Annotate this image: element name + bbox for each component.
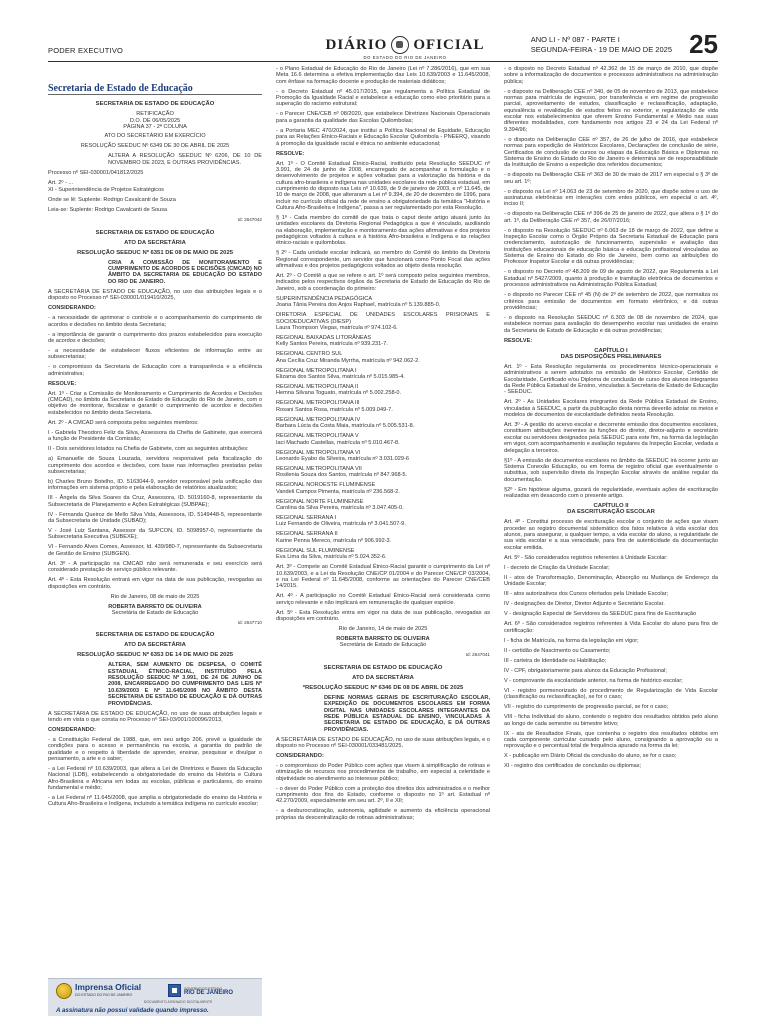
signature-date: Rio de Janeiro, 14 de maio de 2025: [338, 626, 428, 632]
paragraph: VII - registro do cumprimento de progressão parcial, se for o caso;: [504, 704, 669, 711]
paragraph: Art. 2º - A CMCAD será composta pelos seguintes membros:: [48, 419, 199, 426]
paragraph: b) Charles Bruno Botelho, ID. 5163044-9, servidor responsável pela unificação das informações em sistema próprio e pela elaboração de relatórios atualizados;: [48, 478, 262, 492]
org-heading: SECRETARIA DE ESTADO DE EDUCAÇÃO: [323, 664, 443, 671]
member-unit: REGIONAL METROPOLITANA III: [276, 400, 360, 407]
resolution-title: RESOLUÇÃO SEEDUC Nº 6349 DE 30 DE ABRIL DE 2025: [80, 143, 230, 150]
digital-signature-note: DOCUMENTO ASSINADO DIGITALMENTE: [144, 1000, 213, 1004]
paragraph: V - comprovante da escolaridade anterior, na forma de histórico escolar;: [504, 677, 683, 684]
paragraph: - a importância de garantir o cumprimento dos prazos estabelecidos para execução de acordos e decisões;: [48, 331, 262, 344]
member-unit: SUPERINTENDÊNCIA PEDAGÓGICA: [276, 295, 373, 302]
chapter-number: CAPÍTULO I: [594, 347, 628, 354]
paragraph: III - atos autorizativos dos Cursos ofertados pela Unidade Escolar;: [504, 591, 669, 598]
paragraph: - o disposto na Resolução SEEDUC nº 6.063 de 18 de março de 2022, que define a Inspeção Escolar como o Órgão Próprio da Secretaria Estadual de Educação para credenciamento, autorização de funcionamento, supervisão e avaliação das instituições educacionais de educação básica e educação profissional vinculadas ao Sistema de Ensino do Estado do Rio de Janeiro, bem como as atribuições do Professor Inspetor Escolar e dá outras providências;: [504, 227, 718, 266]
brand-title: Imprensa Oficial: [75, 982, 142, 992]
paragraph: - o Parecer CNE/CEB nº 08/2020, que estabelece Diretrizes Nacionais Operacionais para a garantia da qualidade das Escolas Quilombolas;: [276, 111, 490, 124]
committee-member: [276, 531, 490, 544]
masthead-title: [320, 36, 490, 54]
resolution-summary: ALTERA A RESOLUÇÃO SEEDUC Nº 6206, DE 10 DE NOVEMBRO DE 2023, E OUTRAS PROVIDÊNCIAS.: [108, 153, 262, 166]
brand-subtitle: DO ESTADO DO RIO DE JANEIRO: [75, 993, 133, 997]
member-name: Hemna Silvana Toguato, matrícula nº 5.002.258-0.: [276, 390, 402, 397]
committee-member: [276, 548, 490, 561]
paragraph: Art. 2º - O Comitê a que se refere o art. 1º será composto pelos seguintes membros, indicados pelos respectivos órgãos da Secretaria de Estado de Educação do Rio de Janeiro, sob a coordenação do primeiro:: [276, 273, 490, 292]
paragraph: Art. 5º - Esta Resolução entra em vigor na data de sua publicação, revogadas as disposições em contrário.: [276, 609, 490, 622]
paragraph: - o disposto na Deliberação CEE nº 357, de 26 de julho de 2016, que estabelece normas para expedição de Históricos Escolares, Declarações de conclusão de série, Certificados de conclusão de cursos ou etapas da Educação Básica e Diplomas no Sistema de Ensino do Estado do Rio de Janeiro e determina ser de responsabilidade da Instituição de Ensino a expedição dos referidos documentos;: [504, 136, 718, 169]
resolution-title: RESOLUÇÃO SEEDUC Nº 6353 DE 14 DE MAIO DE 2025: [76, 652, 233, 659]
paragraph: XI - registro dos certificados de conclusão ou diplomas;: [504, 763, 642, 770]
committee-member: [276, 384, 490, 397]
paragraph: Art. 4º - Esta Resolução entrará em vigor na data de sua publicação, revogadas as disposições em contrário.: [48, 577, 262, 590]
considering-label: CONSIDERANDO:: [276, 752, 324, 759]
member-unit: REGIONAL METROPOLITANA II: [276, 384, 359, 391]
column-2: [276, 66, 490, 825]
committee-member: [276, 312, 490, 331]
member-unit: REGIONAL METROPOLITANA I: [276, 367, 357, 374]
paragraph: - a Lei Federal nº 10.639/2003, que altera a Lei de Diretrizes e Bases da Educação Nacional (LDB), estabelecendo a obrigatoriedade do ensino da História e Cultura Afro-Brasileira e Africana em todas as escolas, públicas e particulares, do ensino fundamental e médio;: [48, 766, 262, 792]
paragraph: Art. 4º - A participação no Comitê Estadual Étnico-Racial será considerada como serviço relevante e não implicará em remuneração de qualquer espécie.: [276, 593, 490, 606]
retification-block: [48, 111, 262, 130]
edition-year-line: ANO LI - Nº 087 - PARTE I: [530, 35, 620, 44]
footer-tagline: A assinatura não possui validade quando impresso.: [56, 1007, 209, 1014]
government-name: [184, 987, 233, 995]
paragraph: IV - Fernanda Queiroz de Mello Silva Vida, Assessora, ID. 5149448-5, representante da Subsecretaria de Unidade (SUBAD);: [48, 511, 262, 525]
paragraph: - a Lei Federal nº 11.645/2008, que amplia a obrigatoriedade do ensino da História e Cultura Afro-Brasileira e Indígena, incluindo a temática indígena no currículo escolar;: [48, 795, 262, 808]
paragraph: - a desburocratização, autonomia, agilidade e aumento da eficiência operacional próprias da descentralização de rotinas administrativas;: [276, 808, 490, 821]
retification-title: RETIFICAÇÃO: [136, 111, 174, 118]
resolve-label: RESOLVE:: [48, 380, 77, 387]
resolution-summary: CRIA A COMISSÃO DE MONITORAMENTO E CUMPRIMENTO DE ACORDOS E DECISÕES (CMCAD) NO ÂMBITO DA SECRETARIA DE EDUCAÇÃO DO ESTADO DO RIO DE JANEIRO.: [108, 259, 262, 285]
member-unit: DIRETORIA ESPECIAL DE UNIDADES ESCOLARES PRISIONAIS E SOCIOEDUCATIVAS (DIESP): [276, 312, 490, 325]
publication-id: Id: 2647041: [465, 652, 490, 658]
resolution-summary: ALTERA, SEM AUMENTO DE DESPESA, O COMITÊ ESTADUAL ÉTNICO-RACIAL, INSTITUÍDO PELA RESOLUÇÃO SEEDUC Nº 3.991, DE 24 DE JUNHO DE 2008, ENCARREGADO DO CUMPRIMENTO DAS LEIS Nº 10.639/2003 E Nº 11.645/2008 NO ÂMBITO DESTA SECRETARIA DE ESTADO DE EDUCAÇÃO E DÁ OUTRAS PROVIDÊNCIAS.: [108, 662, 262, 707]
state-flag-icon: [168, 984, 181, 997]
header-section-label: PODER EXECUTIVO: [48, 46, 124, 55]
masthead-title-part: DIÁRIO: [325, 36, 388, 53]
paragraph: A SECRETÁRIA DE ESTADO DE EDUCAÇÃO, no uso de suas atribuições legais e tendo em vista o que consta no Processo nº SEI-03/001/100096/2013,: [48, 710, 262, 723]
member-name: Eva Lima da Silva, matrícula nº 5.024.352-6.: [276, 554, 387, 561]
committee-member: [276, 417, 490, 430]
paragraph: - o disposto na Resolução SEEDUC nº 6.303 de 08 de novembro de 2024, que estabelece normas para avaliação do desempenho escolar nas unidades de ensino da Secretaria de Estado de Educação e dá outras providências;: [504, 314, 718, 334]
page-header: [48, 30, 718, 60]
member-name: Ana Cecília Cruz Miranda Myrrha, matrícula nº 942.062-2.: [276, 357, 420, 364]
resolution-summary: DEFINE NORMAS GERAIS DE ESCRITURAÇÃO ESCOLAR, EXPEDIÇÃO DE DOCUMENTOS ESCOLARES EM FORMA DIGITAL NAS UNIDADES ESCOLARES INTEGRANTES DA REDE PÚBLICA ESTADUAL DE ENSINO, VINCULADAS À SECRETARIA DE ESTADO DE EDUCAÇÃO, E DÁ OUTRAS PROVIDÊNCIAS.: [324, 694, 490, 733]
act-title: ATO DA SECRETÁRIA: [124, 239, 186, 246]
header-rule: [48, 61, 718, 62]
paragraph: Art. 6º - São considerados registros referentes à Vida Escolar do aluno para fins de certificação:: [504, 621, 718, 634]
paragraph: § 1º - Cada membro do comitê de que trata o caput deste artigo atuará junto às unidades escolares da Diretoria Regional Pedagógica a que é vinculado, auxiliando na elaboração, implementação e monitoramento das ações afirmativas e dos projetos pedagógicos voltados à cultura e à história Afro-brasileira e Indígena e às relações étnico-raciais e quilombolas.: [276, 215, 490, 247]
paragraph: - o disposto no Decreto nº 48.209 de 09 de agosto de 2022, que Regulamenta a Lei Estadual nº 5427/2009, quanto à produção e tramitação eletrônica de documentos e processos administrativos na Administração Pública Estadual;: [504, 269, 718, 289]
member-unit: REGIONAL BAIXADAS LITORÂNEAS: [276, 334, 372, 341]
paragraph: - a necessidade de aprimorar o controle e o acompanhamento do cumprimento de acordos e decisões no âmbito desta Secretaria;: [48, 315, 262, 328]
member-name: Rosani Santos Rosa, matrícula nº 5.009.049-7.: [276, 406, 393, 413]
committee-member: [276, 400, 490, 413]
member-name: Rosilenia Souza dos Santos, matrícula nº 847.968-5.: [276, 472, 408, 479]
retification-page: PÁGINA 37 - 2ª COLUNA: [123, 124, 187, 131]
column-3: [504, 66, 718, 773]
member-unit: REGIONAL METROPOLITANA VII: [276, 465, 362, 472]
masthead-subtitle: DO ESTADO DO RIO DE JANEIRO: [363, 55, 447, 60]
paragraph: I - Gabriela Theodoro Feliz da Silva, Assessora da Chefia de Gabinete, que exercerá a função de Presidente da Comissão;: [48, 429, 262, 443]
paragraph: Art. 1º - O Comitê Estadual Étnico-Racial, instituído pela Resolução SEEDUC nº 3.991, de 24 de junho de 2008, encarregado de acompanhar a formulação e o desenvolvimento de projetos e ações voltadas para a valorização da história e da cultura afro-brasileira e indígena nas unidades escolares da rede pública estadual, em cumprimento do disposto nas Leis nº 10.639, de 9 de janeiro de 2003, e nº 11.645, de 10 de março de 2008, que alteraram a Lei nº 9.394, de 20 de dezembro de 1996, para incluir no currículo oficial da rede de ensino a obrigatoriedade da temática "História e Cultura Afro-Brasileira e Indígena", passa a ser regulamentado por esta Resolução.: [276, 160, 490, 211]
act-title: ATO DA SECRETÁRIA: [124, 642, 186, 649]
paragraph: IX - ata de Resultados Finais, que contenha o registro dos resultados obtidos em cada componente curricular cursado pelo aluno, consignando a aprovação ou a reprovação e o percentual total de frequência apurado na forma da lei;: [504, 730, 718, 750]
paragraph: - a Constituição Federal de 1988, que, em seu artigo 206, prevê a igualdade de condições para o acesso e permanência na escola, a garantia do padrão de qualidade e o respeito à liberdade de aprender, ensinar, pesquisar e divulgar o pensamento, a arte e o saber;: [48, 736, 262, 762]
committee-member: [276, 368, 490, 381]
page-number: 25: [689, 29, 718, 59]
paragraph: X - publicação em Diário Oficial da conclusão do aluno, se for o caso;: [504, 753, 677, 760]
act-title: ATO DA SECRETÁRIA: [352, 674, 414, 681]
considering-label: CONSIDERANDO:: [48, 726, 96, 733]
paragraph: II - atos de Transformação, Denominação, Absorção ou Mudança de Endereço da Unidade Escolar;: [504, 574, 718, 588]
paragraph: - o disposto na Deliberação CEE nº 396 de 25 de janeiro de 2022, que altera o § 1º do art. 1º, da Deliberação CEE nº 357, de 26/07/2016;: [504, 211, 718, 224]
edition-date-line: SEGUNDA-FEIRA - 19 DE MAIO DE 2025: [530, 45, 672, 54]
coat-of-arms-icon: [391, 36, 409, 54]
retification-date: D.O. DE 06/05/2025: [129, 117, 181, 124]
lightbulb-icon: [56, 983, 72, 999]
committee-member: [276, 450, 490, 463]
paragraph: §1º - A emissão de documentos escolares no âmbito da SEEDUC irá ocorrer junto ao Sistema Conexão Educação, ou em forma de registro oficial que eventualmente o substitua, sob supervisão direta da Inspeção Escolar através de análise regular da documentação.: [504, 457, 718, 483]
signatory-title: Secretária de Estado de Educação: [111, 609, 199, 616]
publication-id: Id: 2647710: [237, 620, 262, 625]
paragraph: II - Dois servidores lotados na Chefia de Gabinete, com as seguintes atribuições:: [48, 446, 249, 453]
member-unit: REGIONAL METROPOLITANA IV: [276, 416, 361, 423]
paragraph: Art. 5º - São considerados registros referentes à Unidade Escolar:: [504, 554, 668, 561]
chapter-heading: [504, 348, 718, 361]
chapter-title: DA ESCRITURAÇÃO ESCOLAR: [567, 509, 655, 516]
member-name: Leonardo Eyabo da Silveira, matrícula nº 3.031.029-6: [276, 455, 409, 462]
paragraph: Art. 2º - ...: [48, 179, 74, 186]
member-name: Kelly Santos Pereira, matrícula nº 939.231-7.: [276, 341, 388, 348]
member-name: Vandeli Campos Pimenta, matrícula nº 236.568-2.: [276, 488, 400, 495]
resolve-label: RESOLVE:: [504, 337, 533, 344]
member-name: Elizama dos Santos Silva, matrícula nº 5.015.985-4.: [276, 374, 405, 381]
government-logo: [168, 984, 233, 997]
paragraph: Art. 2º - As Unidades Escolares integrantes da Rede Pública Estadual de Ensino, vinculadas à SEEDUC, a partir da publicação desta norma deverão adotar os meios e modelos de documentos de escolaridade definidos nesta Resolução.: [504, 399, 718, 419]
committee-member: [276, 351, 490, 364]
paragraph: - o Plano Estadual de Educação do Rio de Janeiro (Lei nº 7.286/2016), que em sua Meta 16.6 determina a efetiva implementação das Leis 10.639/2003 e 11.645/2008, com ênfase na formação docente e produção de materiais didáticos;: [276, 66, 490, 85]
member-name: Karine Penna Mereco, matrícula nº 906.992-3.: [276, 537, 392, 544]
paragraph: a) Emanuelle de Souza Louzada, servidora responsável pela fiscalização do cumprimento dos acordos e decisões, com base nas informações prestadas pelas subsecretarias;: [48, 456, 262, 475]
committee-member: [276, 296, 490, 309]
section-heading: Secretaria de Estado de Educação: [48, 86, 262, 95]
resolution-title: *RESOLUÇÃO SEEDUC Nº 6346 DE 08 DE ABRIL DE 2025: [302, 684, 464, 691]
paragraph: - o disposto na Deliberação CEE nº 363 de 30 de maio de 2017 em especial o § 3º de seu art. 1º;: [504, 172, 718, 185]
chapter-title: DAS DISPOSIÇÕES PRELIMINARES: [560, 353, 662, 360]
paragraph: IV - CPF, obrigatoriamente para alunos da Educação Profissional;: [504, 667, 667, 674]
considering-label: CONSIDERANDO:: [48, 305, 96, 312]
committee-member: [276, 433, 490, 446]
paragraph: I - decreto de Criação da Unidade Escolar;: [504, 564, 610, 571]
paragraph: § 2º - Cada unidade escolar indicará, ao membro do Comitê do âmbito da Diretoria Regional correspondente, um servidor que funcionará como Ponto Focal das ações afirmativas e dos projetos pedagógicos voltados ao objeto desta resolução.: [276, 250, 490, 270]
masthead: [320, 36, 490, 60]
paragraph: Art. 3º - A participação na CMCAD não será remunerada e seu exercício será considerado prestação de serviço público relevante.: [48, 560, 262, 574]
member-unit: REGIONAL SUL FLUMINENSE: [276, 547, 355, 554]
paragraph: Onde se lê: Suplente: Rodrigo Cavalcanti de Souza: [48, 197, 176, 204]
paragraph: A SECRETÁRIA DE ESTADO DE EDUCAÇÃO, no uso de suas atribuições legais, e o disposto no Processo nº SEI-030001/033481/2025,: [276, 736, 490, 749]
org-heading: SECRETARIA DE ESTADO DE EDUCAÇÃO: [95, 229, 215, 236]
resolution-title: RESOLUÇÃO SEEDUC Nº 6351 DE 08 DE MAIO DE 2025: [76, 249, 233, 256]
member-name: Joana Tânia Pereira dos Anjos Raphael, matrícula nº 5.139.885-0.: [276, 302, 441, 309]
imprensa-oficial-logo: [56, 983, 141, 999]
paragraph: II - certidão de Nascimento ou Casamento;: [504, 647, 611, 654]
chapter-heading: [504, 503, 718, 516]
paragraph: VI - Fernando Alves Comes, Assessor, Id. 439/980-7, representante da Subsecretaria de Gestão de Ensino (SUBGEN).: [48, 544, 262, 557]
member-name: Carolina da Silva Pereira, matrícula nº 3.047.405-0.: [276, 505, 404, 512]
member-unit: REGIONAL SERRANA I: [276, 515, 337, 522]
paragraph: - o Decreto Estadual nº 45.017/2015, que regulamenta a Política Estadual de Promoção da Igualdade Racial e estabelece a educação como eixo prioritário para a superação do racismo estrutural;: [276, 88, 490, 108]
member-name: Laura Thompson Viegas, matrícula nº 974.102-6.: [276, 324, 398, 331]
paragraph: V - designação Especial de Servidores da SEEDUC para fins de Escrituração: [504, 611, 697, 618]
column-1: [48, 66, 262, 811]
chapter-number: CAPÍTULO II: [593, 502, 629, 509]
paragraph: - o disposto no Parecer CEE nº 45 (N) de 2º de setembro de 2022, que normatiza os critérios para emissão de documentos em formato eletrônico, e dá outras providências;: [504, 292, 718, 311]
paragraph: - o compromisso da Secretaria de Educação com a transparência e a eficiência administrativa;: [48, 364, 262, 377]
member-unit: REGIONAL METROPOLITANA VI: [276, 449, 361, 456]
org-heading: SECRETARIA DE ESTADO DE EDUCAÇÃO: [95, 632, 215, 639]
paragraph: Leia-se: Suplente: Rodrigo Cavalcanti de Sousa: [48, 207, 168, 214]
paragraph: - a Portaria MEC 470/2024, que institui a Política Nacional de Equidade, Educação para as Relações Étnico-Raciais e Educação Escolar Quilombola - PNEERQ, visando à promoção da igualdade racial e étnica no ambiente educacional;: [276, 127, 490, 147]
signature-date: Rio de Janeiro, 08 de maio de 2025: [110, 593, 200, 600]
committee-member: [276, 335, 490, 348]
paragraph: I - ficha de Matrícula, na forma da legislação em vigor;: [504, 637, 639, 644]
member-unit: REGIONAL NORTE FLUMINENSE: [276, 498, 364, 505]
paragraph: VI - registro pormenorizado do procedimento de Regularização de Vida Escolar (classificação ou reclassificação), se for o caso;: [504, 687, 718, 701]
signatory-title: Secretária de Estado de Educação: [339, 642, 427, 649]
paragraph: Art. 1º - Criar a Comissão de Monitoramento e Cumprimento de Acordos e Decisões (CMCAD), no âmbito da Secretaria de Estado de Educação do Rio de Janeiro, com o objetivo de monitorar, fiscalizar e garantir o cumprimento de acordos e decisões estabelecidos no âmbito desta Secretaria.: [48, 390, 262, 416]
org-heading: SECRETARIA DE ESTADO DE EDUCAÇÃO: [95, 101, 215, 108]
act-title: ATO DO SECRETÁRIO EM EXERCÍCIO: [104, 133, 206, 140]
masthead-title-part: OFICIAL: [413, 36, 485, 53]
paragraph: Art. 3º - A gestão do acervo escolar e decorrente emissão dos documentos escolares, constituem atribuições inerentes às funções do diretor, diretor-adjunto e secretário escolar ou servidores designados pela SEEDUC para este fim, na forma da legislação em vigor, com acompanhamento e avaliação regulares da Inspeção Escolar, vedada a delegação a terceiros.: [504, 422, 718, 454]
paragraph: XI - Superintendência de Projetos Estratégicos: [48, 187, 164, 194]
paragraph: III - carteira de Identidade ou Habilitação;: [504, 657, 607, 664]
paragraph: - o disposto na Lei nº 14.063 de 23 de setembro de 2020, que dispõe sobre o uso de assinaturas eletrônicas em interações com entes públicos, em especial o art. 4º, inciso II;: [504, 188, 718, 208]
paragraph: VIII - ficha Individual do aluno, contendo o registro dos resultados obtidos pelo aluno ao longo de cada semestre ou bimestre letivo;: [504, 714, 718, 727]
paragraph: III - Ângela da Silva Soares da Cruz, Assessora, ID. 5019160-8, representante da Subsecretaria de Planejamento e Ações Estratégicas (SUBPAE);: [48, 495, 262, 508]
paragraph: A SECRETÁRIA DE ESTADO DE EDUCAÇÃO, no uso das atribuições legais e o disposto no Processo nº SEI-030001/019410/2025,: [48, 288, 262, 302]
committee-member: [276, 515, 490, 528]
paragraph: - a necessidade de estabelecer fluxos eficientes de informação entre as subsecretarias;: [48, 347, 262, 361]
resolve-label: RESOLVE:: [276, 150, 305, 157]
member-unit: REGIONAL METROPOLITANA V: [276, 433, 359, 440]
brand-name: [75, 983, 141, 999]
paragraph: - o disposto no Decreto Estadual nº 42.362 de 15 de março de 2010, que dispõe sobre a informatização de documentos e processos administrativos na administração pública;: [504, 66, 718, 85]
member-unit: REGIONAL NOROESTE FLUMINENSE: [276, 482, 376, 489]
paragraph: Art. 1º - Esta Resolução regulamenta os procedimentos técnico-operacionais e administrativos a serem adotados na emissão de Histórico Escolar, Certidão de Escolaridade, Certificado e/ou Diploma de conclusão de curso dos alunos integrantes da Rede Pública Estadual de Ensino, vinculadas à Secretaria de Estado de Educação - SEEDUC.: [504, 364, 718, 396]
member-name: Iaci Machado Castellas, matrícula nº 5.010.467-8.: [276, 439, 400, 446]
footer-banner: [48, 978, 262, 1016]
paragraph: V - José Luiz Santana, Assessor da SUPCON, ID. 5098957-0, representante da Subsecretaria Executiva (SUBEXE);: [48, 528, 262, 541]
committee-member: [276, 466, 490, 479]
member-name: Barbara Lúcia da Costa Maia, matrícula nº 5.005.531-8.: [276, 423, 415, 430]
member-unit: REGIONAL CENTRO SUL: [276, 351, 343, 358]
paragraph: - o compromisso do Poder Público com ações que visem à simplificação de rotinas e otimização de recursos nos procedimentos de trabalho, em especial a celeridade e objetividade no atendimento ao interesse público;: [276, 763, 490, 782]
paragraph: Art. 4º - Constitui processo de escrituração escolar o conjunto de ações que visam proceder ao registro documental sistemático dos fatos relativos à vida escolar dos alunos, para assegurar, a qualquer tempo, a vida escolar do aluno, a regularidade de sua vida escolar e a sua veracidade, para fins de autenticidade da documentação escolar emitida.: [504, 519, 718, 551]
paragraph: IV - designações de Diretor, Diretor Adjunto e Secretário Escolar.: [504, 601, 665, 608]
paragraph: Art. 3º - Compete ao Comitê Estadual Étnico-Racial garantir o cumprimento da Lei nº 10.639/2003, e a Lei da Resolução CNE/CP 01/2004 e do Parecer CNE/CP 03/2004, e na Lei Federal nº 11.645/2008, conforme as orientações do Parecer CNE/CEB 14/2015.: [276, 564, 490, 590]
committee-member: [276, 499, 490, 512]
member-unit: REGIONAL SERRANA II: [276, 531, 338, 538]
paragraph: §2º - Em hipótese alguma, gozará de regularidade, eventuais ações de escrituração realizadas em desacordo com o presente artigo.: [504, 486, 718, 499]
publication-id: Id: 2647042: [237, 217, 262, 223]
edition-info: [531, 35, 672, 55]
member-name: Luiz Fernando de Oliveira, matrícula nº 3.041.507-9.: [276, 521, 406, 528]
government-state: RIO DE JANEIRO: [184, 989, 234, 996]
paragraph: - o dever do Poder Público com a proteção dos direitos dos administrados e o melhor cumprimento dos fins do Estado, conforme o disposto no 1º art. Estadual nº 42.270/2009, especialmente em seu art. 2º, II e XII;: [276, 785, 490, 805]
committee-member: [276, 482, 490, 495]
signatory-name: ROBERTA BARRETO DE OLIVEIRA: [108, 603, 202, 610]
signatory-name: ROBERTA BARRETO DE OLIVEIRA: [336, 636, 430, 643]
paragraph: - o disposto na Deliberação CEE nº 340, de 05 de novembro de 2013, que estabelece normas para matrícula de ingresso, por transferência e em regime de progressão parcial, aproveitamento de estudos, classificação e reclassificação, adaptação, equivalência e revalidação de estudos feitos no exterior, e regularização de vida escolar nos estabelecimentos que oferem Ensino Fundamental e Médio nas suas diferentes modalidades, com fundamento nos artigos 23 e 24 da Lei Federal nº 9.394/96;: [504, 88, 718, 133]
paragraph: Processo nº SEI-030001/041812/2025: [48, 169, 144, 176]
government-label: GOVERNO DO ESTADO: [184, 986, 222, 991]
